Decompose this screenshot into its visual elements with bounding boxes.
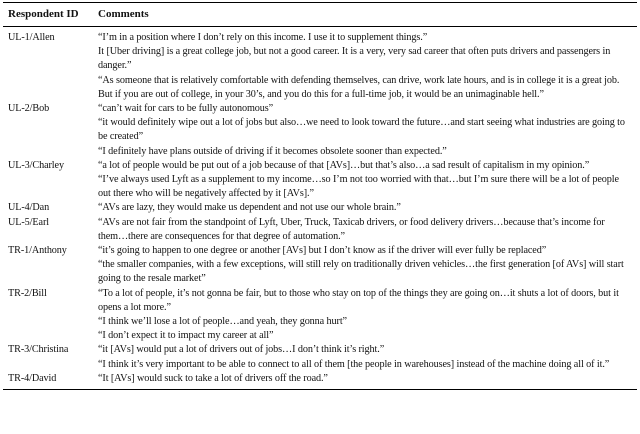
comments-cell [96, 287, 637, 344]
comment: “It [AVs] would suck to take a lot of drivers off the road.” [98, 372, 328, 384]
table-row [3, 372, 637, 390]
respondent-id: TR-1/Anthony [8, 245, 67, 257]
comments-cell [96, 216, 637, 244]
comments-cell [96, 102, 637, 159]
respondent-comments-table [3, 2, 637, 390]
comments-cell [96, 372, 637, 390]
respondent-id: TR-3/Christina [8, 344, 69, 356]
respondent-id: UL-5/Earl [8, 216, 49, 228]
comments-cell [96, 343, 637, 371]
table-row [3, 287, 637, 344]
comment: “AVs are not fair from the standpoint of Lyft, Uber, Truck, Taxicab drivers, or food delivery drivers…because that’s income for them…there are consequences for that degree of automation.” [98, 216, 605, 242]
comment: “As someone that is relatively comfortable with defending themselves, can drive, work late hours, and is in college it is a great job. But if you are out of college, in your 30’s, and you do this for a full-time job, it would be an unimaginable hell.” [98, 74, 620, 100]
comment: “To a lot of people, it’s not gonna be fair, but to those who stay on top of the things they are going on…it shuts a lot of doors, but it opens a lot more.” [98, 287, 619, 313]
table-header [3, 3, 637, 27]
table-row [3, 102, 637, 159]
comment: “AVs are lazy, they would make us dependent and not use our whole brain.” [98, 202, 401, 214]
comment: “I’ve always used Lyft as a supplement to my income…so I’m not too worried with that…but I’m sure there will be a lot of people out there who will be negatively affected by it [AVs].” [98, 174, 619, 200]
header-row [3, 3, 637, 27]
comment: “it’s going to happen to one degree or another [AVs] but I don’t know as if the driver will ever fully be replaced” [98, 245, 547, 257]
comment: “I think we’ll lose a lot of people…and yeah, they gonna hurt” [98, 316, 347, 328]
comments-cell [96, 244, 637, 287]
table-row [3, 27, 637, 103]
table-row [3, 216, 637, 244]
comment: “the smaller companies, with a few exceptions, will still rely on traditionally driven vehicles…the first generation [of AVs] will start going to the resale market” [98, 259, 624, 285]
comment: “I think it’s very important to be able to connect to all of them [the people in warehouses] instead of the machine doing all of it.” [98, 358, 610, 370]
table-body [3, 27, 637, 390]
comments-cell [96, 159, 637, 202]
comments-cell [96, 201, 637, 215]
table-row [3, 343, 637, 371]
respondent-id: TR-4/David [8, 372, 57, 384]
comment: “I definitely have plans outside of driving if it becomes obsolete sooner than expected.” [98, 145, 447, 157]
column-header-comments: Comments [96, 3, 637, 27]
comment: “a lot of people would be put out of a job because of that [AVs]…but that’s also…a sad result of capitalism in my opinion.” [98, 159, 590, 171]
respondent-id: TR-2/Bill [8, 287, 47, 299]
column-header-respondent-id: Respondent ID [3, 3, 96, 27]
comment: “it would definitely wipe out a lot of jobs but also…we need to look toward the future…and start seeing what industries are going to be created” [98, 117, 625, 143]
respondent-id: UL-3/Charley [8, 159, 64, 171]
comment: It [Uber driving] is a great college job, but not a good career. It is a very, very sad career that often puts drivers and passengers in danger.” [98, 46, 611, 72]
table-row [3, 244, 637, 287]
respondent-id: UL-1/Allen [8, 32, 55, 43]
comment: “can’t wait for cars to be fully autonomous” [98, 103, 274, 115]
comment: “it [AVs] would put a lot of drivers out of jobs…I don’t think it’s right.” [98, 344, 385, 356]
table-row [3, 159, 637, 202]
respondent-id: UL-4/Dan [8, 202, 50, 214]
comments-cell [96, 27, 637, 103]
comment: “I don’t expect it to impact my career at all” [98, 330, 274, 342]
table-row [3, 201, 637, 215]
comment: “I’m in a position where I don’t rely on this income. I use it to supplement things.” [98, 32, 428, 43]
respondent-id: UL-2/Bob [8, 103, 50, 115]
